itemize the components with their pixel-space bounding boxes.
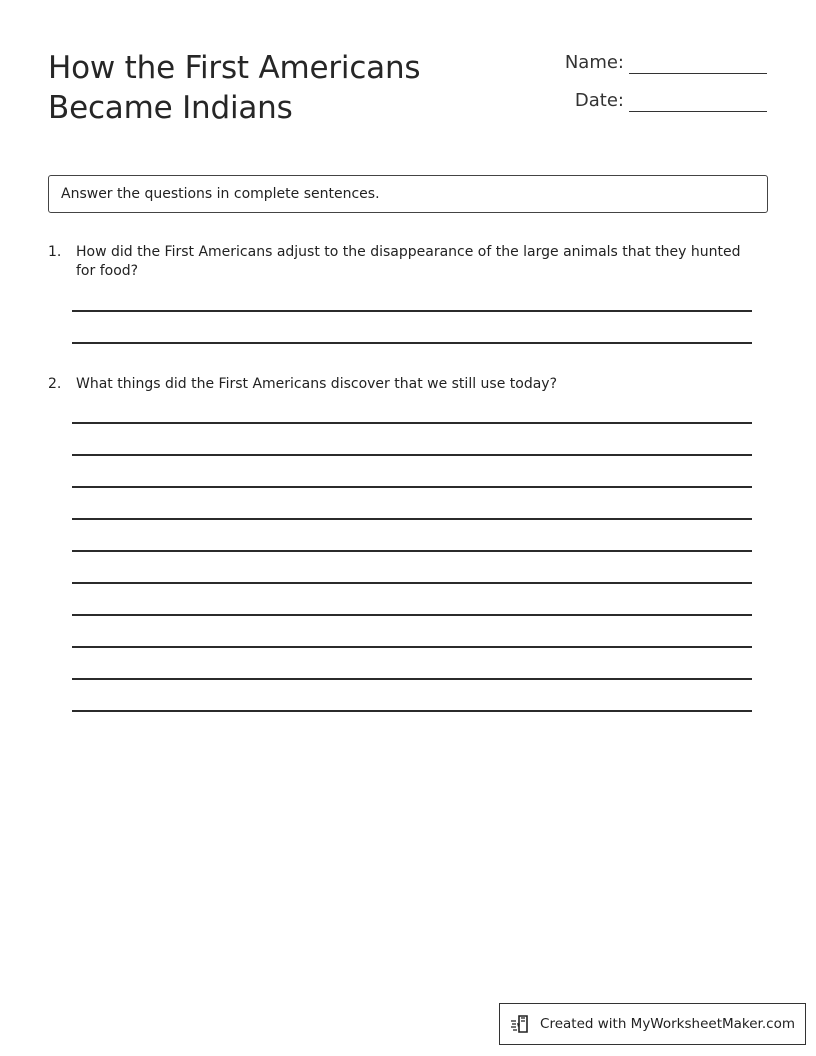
- worksheet-title: [48, 48, 420, 128]
- question-text: How did the First Americans adjust to the disappearance of the large animals that they hunted for food?: [76, 244, 741, 279]
- title-line-1: How the First Americans: [48, 50, 421, 86]
- credit-badge[interactable]: [499, 1003, 806, 1045]
- answer-line[interactable]: [72, 342, 752, 344]
- answer-line[interactable]: [72, 454, 752, 456]
- answer-line[interactable]: [72, 646, 752, 648]
- answer-line[interactable]: [72, 310, 752, 312]
- date-label: Date:: [574, 90, 624, 111]
- question-number: 1.: [48, 244, 62, 260]
- answer-line[interactable]: [72, 710, 752, 712]
- answer-line[interactable]: [72, 422, 752, 424]
- date-blank-line[interactable]: [629, 93, 767, 112]
- credit-text: Created with MyWorksheetMaker.com: [540, 1016, 795, 1032]
- date-field: [575, 90, 767, 112]
- question-2: [48, 375, 758, 394]
- answer-line[interactable]: [72, 582, 752, 584]
- answer-line[interactable]: [72, 486, 752, 488]
- question-1: [48, 243, 758, 281]
- question-text: What things did the First Americans discover that we still use today?: [76, 376, 558, 392]
- instructions-box: Answer the questions in complete sentences.: [48, 175, 768, 213]
- answer-line[interactable]: [72, 518, 752, 520]
- name-field: [565, 52, 767, 74]
- book-icon: [510, 1013, 532, 1035]
- title-line-2: Became Indians: [48, 90, 293, 126]
- answer-line[interactable]: [72, 550, 752, 552]
- question-number: 2.: [48, 376, 62, 392]
- name-label: Name:: [564, 52, 624, 73]
- answer-line[interactable]: [72, 678, 752, 680]
- answer-line[interactable]: [72, 614, 752, 616]
- name-blank-line[interactable]: [629, 55, 767, 74]
